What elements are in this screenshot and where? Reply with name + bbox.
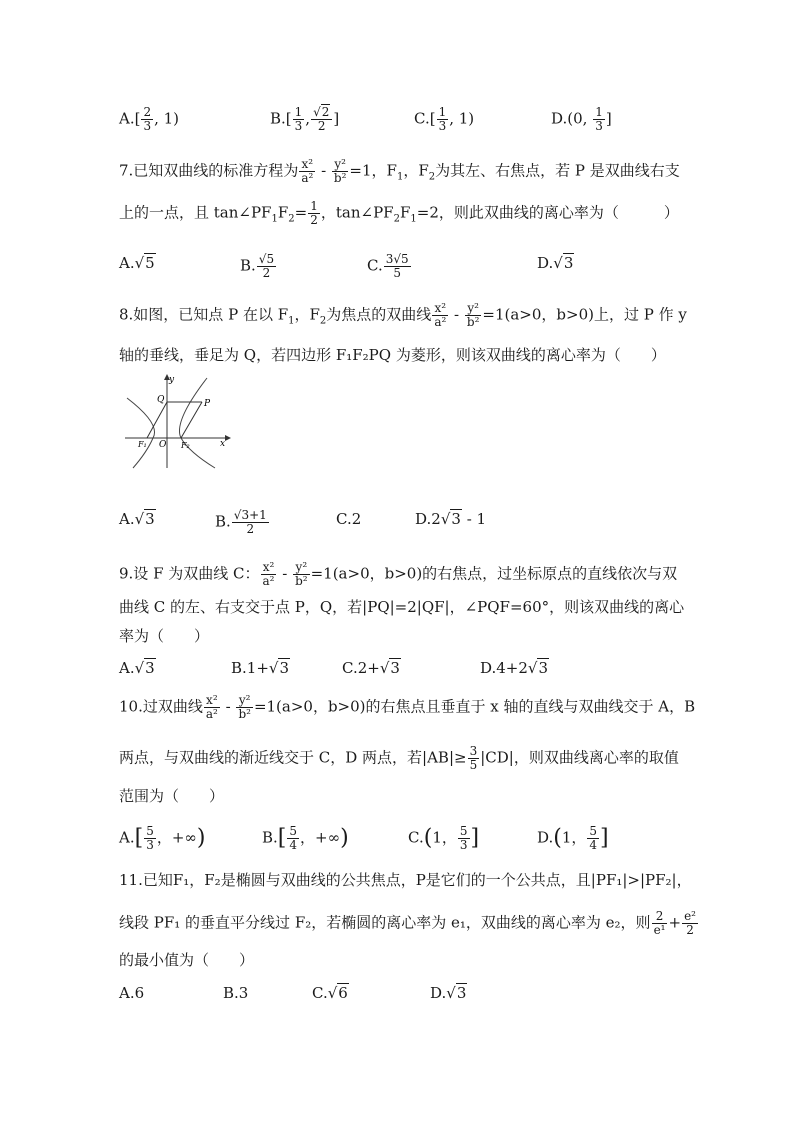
q8-option-a: A.√3 bbox=[119, 510, 155, 528]
q7-option-d: D.√3 bbox=[537, 254, 574, 272]
q8-option-b: B. $\frac{√3+1}{2}$ bbox=[215, 508, 267, 536]
q6-option-a: A.[ $\frac{2}{3}$ , 1) bbox=[119, 105, 180, 133]
q10-option-a: A.[ $\frac{5}{3}$ ，+∞) bbox=[119, 824, 206, 852]
label-x: x bbox=[220, 439, 226, 449]
q6-option-c: C.[ $\frac{1}{3}$ , 1) bbox=[414, 105, 475, 133]
q10-line-2: 两点，与双曲线的渐近线交于 C，D 两点，若|AB|≥ $\frac{3}{5}$ |CD|，则双曲线离心率的取值 bbox=[119, 744, 679, 772]
x-axis-arrow bbox=[225, 435, 231, 441]
label-f2: F₂ bbox=[181, 441, 190, 450]
label-f1: F₁ bbox=[138, 440, 147, 449]
segment-pf2 bbox=[181, 402, 202, 438]
q9-line-1: 9.设 F 为双曲线 C： $\frac{\text{x²}}{\text{a²}}$ - $\frac{\text{y²}}{\text{b²}}$ =1(a>0，b>0)的右焦点，过坐标原点的直线依次与双 bbox=[119, 560, 678, 588]
q7-option-c: C. $\frac{3√5}{5}$ bbox=[367, 252, 409, 280]
q7-line-1: 7.已知双曲线的标准方程为 $\frac{\text{x²}}{\text{a²}}$ - $\frac{\text{y²}}{\text{b²}}$ =1，$F_1$，$F_2$为其左、右焦点，若 P 是双曲线右支 bbox=[119, 157, 680, 185]
q10-option-b: B.[ $\frac{5}{4}$ ，+∞) bbox=[262, 824, 349, 852]
q11-option-b: B.3 bbox=[223, 984, 249, 1002]
q11-option-a: A.6 bbox=[119, 984, 145, 1002]
q7-option-b: B. $\frac{√5}{2}$ bbox=[240, 252, 275, 280]
q11-option-c: C.√6 bbox=[312, 984, 348, 1002]
q6-option-d: D.(0, $\frac{1}{3}$ ] bbox=[551, 105, 612, 133]
q8-option-c: C.2 bbox=[336, 510, 362, 528]
hyperbola-figure bbox=[121, 372, 233, 470]
q6-option-b: B.[ $\frac{1}{3}$ , $\frac{√2}{2}$ ] bbox=[270, 105, 340, 133]
q11-line-2: 线段 PF₁ 的垂直平分线过 F₂，若椭圆的离心率为 e₁，双曲线的离心率为 e₂，则 $\frac{2}{\text{e¹}}$ + $\frac{\text{e²}}{2}$ bbox=[119, 909, 696, 937]
q9-line-3: 率为（ ） bbox=[119, 627, 210, 645]
q9-option-a: A.√3 bbox=[119, 659, 155, 677]
q9-line-2: 曲线 C 的左、右支交于点 P，Q，若|PQ|=2|QF|，∠PQF=60°，则该双曲线的离心 bbox=[119, 598, 685, 616]
right-branch bbox=[179, 378, 215, 468]
label-o: O bbox=[159, 440, 167, 450]
q8-line-1: 8.如图，已知点 P 在以 $F_1$，$F_2$为焦点的双曲线 $\frac{\text{x²}}{\text{a²}}$ - $\frac{\text{y²}}{\text{b²}}$ =1(a>0，b>0)上，过 P 作 y bbox=[119, 301, 687, 329]
q11-line-1: 11.已知F₁，F₂是椭圆与双曲线的公共焦点，P是它们的一个公共点，且|PF₁|>|PF₂|， bbox=[119, 871, 692, 889]
left-branch bbox=[127, 398, 155, 468]
q10-option-d: D.(1， $\frac{5}{4}$ ] bbox=[537, 824, 609, 852]
q8-option-d: D.2√3 - 1 bbox=[415, 510, 487, 528]
label-q: Q bbox=[157, 395, 165, 405]
label-p: P bbox=[204, 399, 211, 409]
q7-option-a: A.√5 bbox=[119, 254, 155, 272]
q10-line-1: 10.过双曲线 $\frac{\text{x²}}{\text{a²}}$ - $\frac{\text{y²}}{\text{b²}}$ =1(a>0，b>0)的右焦点且垂直于 x 轴的直线与双曲线交于 A，B bbox=[119, 693, 696, 721]
q10-line-3: 范围为（ ） bbox=[119, 787, 225, 805]
q9-option-b: B.1+√3 bbox=[231, 659, 290, 677]
q8-line-2: 轴的垂线，垂足为 Q，若四边形 F₁F₂PQ 为菱形，则该双曲线的离心率为（ ） bbox=[119, 346, 666, 364]
q11-line-3: 的最小值为（ ） bbox=[119, 951, 255, 969]
q10-option-c: C.(1， $\frac{5}{3}$ ] bbox=[408, 824, 480, 852]
q9-option-c: C.2+√3 bbox=[342, 659, 400, 677]
q11-option-d: D.√3 bbox=[430, 984, 467, 1002]
q7-line-2: 上的一点，且 $\tan\angle PF_1F_2=$ $\frac{1}{2}$ ，$\tan\angle PF_2F_1=2$，则此双曲线的离心率为（ ） bbox=[119, 199, 679, 227]
q9-option-d: D.4+2√3 bbox=[480, 659, 549, 677]
label-y: y bbox=[169, 375, 175, 385]
